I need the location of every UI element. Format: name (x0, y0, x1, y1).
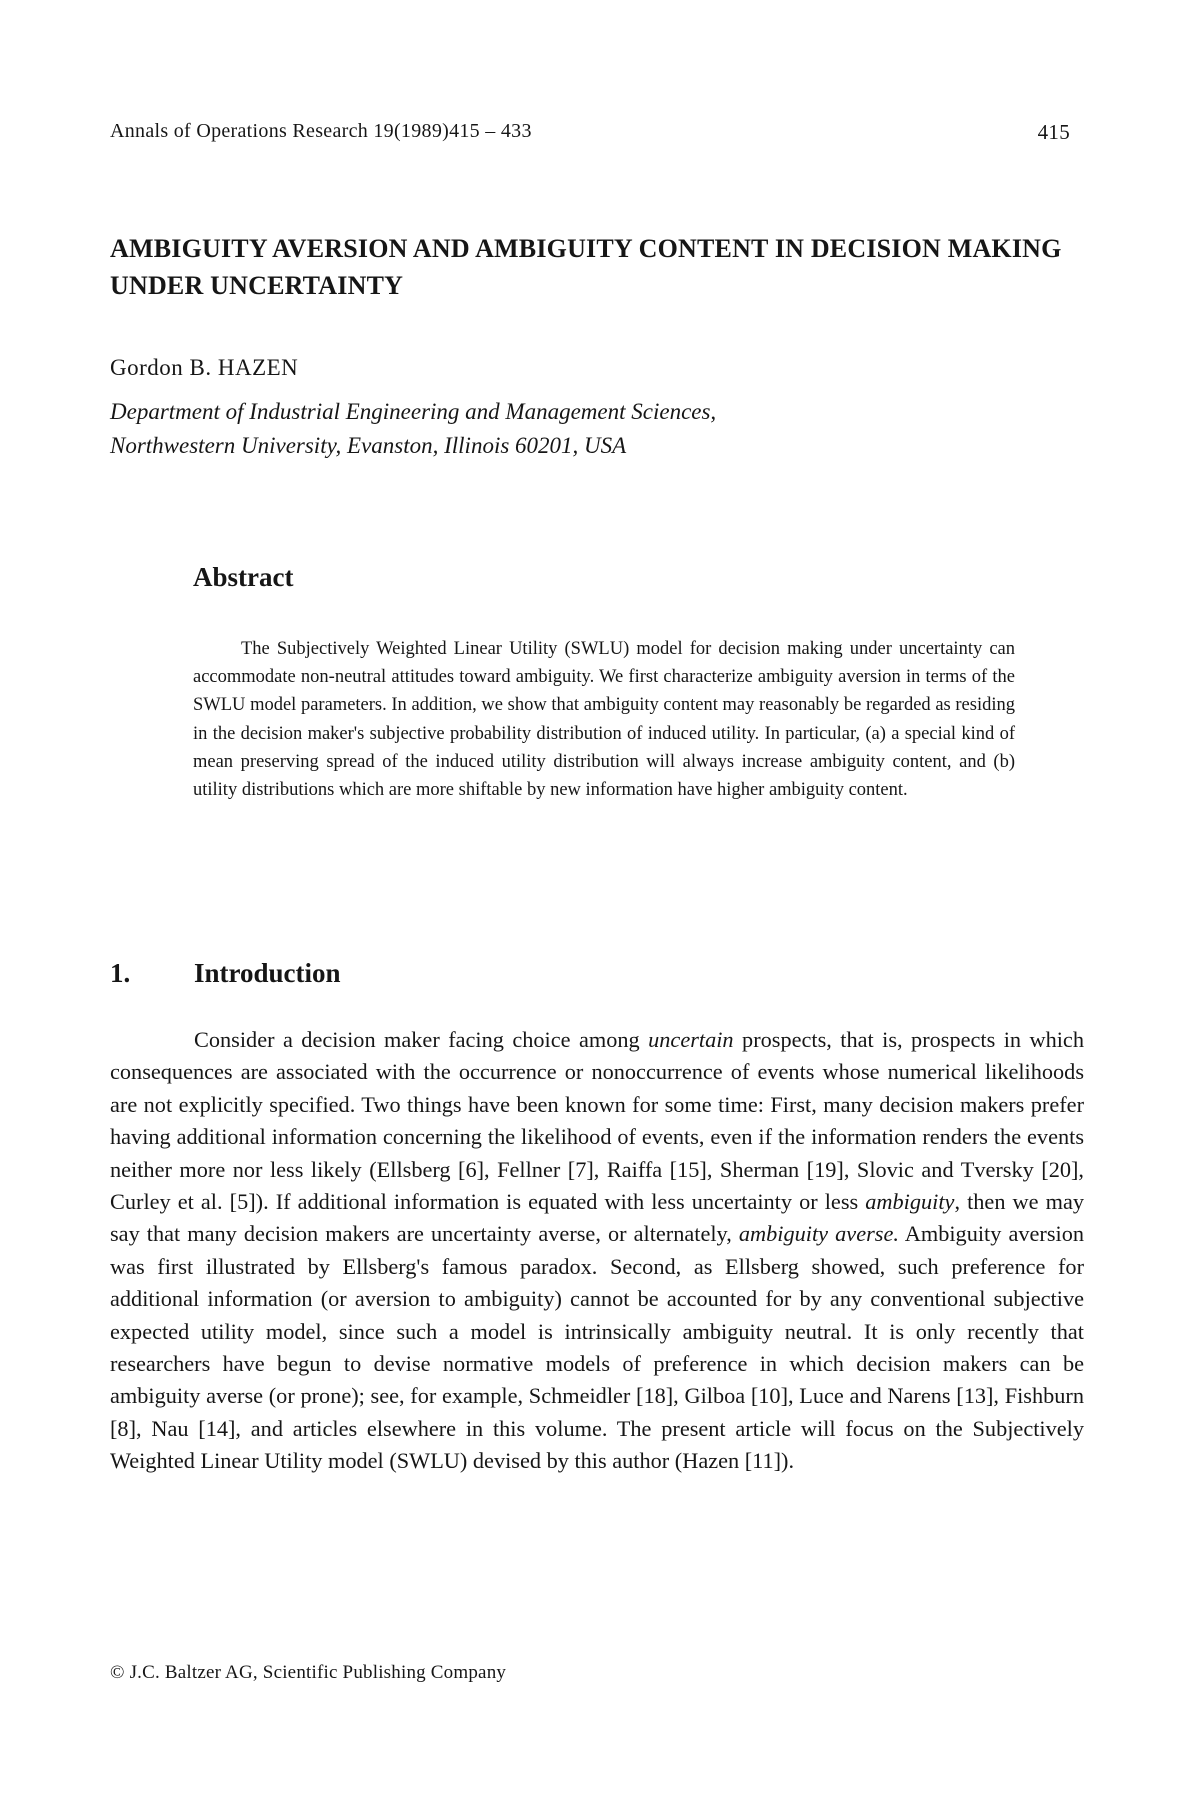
running-head (110, 120, 1070, 143)
section-title: Introduction (194, 958, 341, 988)
section-number: 1. (110, 958, 131, 988)
emphasis-ambiguity: ambiguity (865, 1189, 955, 1215)
author-name: Gordon B. HAZEN (110, 355, 299, 380)
paper-title: AMBIGUITY AVERSION AND AMBIGUITY CONTENT IN DECISION MAKING UNDER UNCERTAINTY (110, 234, 1062, 300)
affiliation-line-1: Department of Industrial Engineering and Management Sciences, (110, 399, 717, 424)
journal-citation: Annals of Operations Research 19(1989)415 – 433 (110, 120, 532, 142)
emphasis-ambiguity-averse: ambiguity averse. (738, 1221, 899, 1247)
introduction-paragraph (110, 1024, 1084, 1478)
intro-text-part-4: Ambiguity aversion was first illustrated by Ellsberg's famous paradox. Second, as Ellsberg showed, such preference for additional information (or aversion to ambiguity) cannot be accounted for by any conventional subjective expected utility model, since such a model is intrinsically ambiguity neutral. It is only recently that researchers have begun to devise normative models of preference in which decision makers can be ambiguity averse (or prone); see, for example, Schmeidler [18], Gilboa [10], Luce and Narens [13], Fishburn [8], Nau [14], and articles elsewhere in this volume. The present article will focus on the Subjectively Weighted Linear Utility model (SWLU) devised by this author (Hazen [11]). (110, 1221, 1084, 1474)
emphasis-uncertain: uncertain (648, 1027, 734, 1052)
intro-text-part-2: prospects, that is, prospects in which consequences are associated with the occurrence or nonoccurrence of events whose numerical likelihoods are not explicitly specified. Two things have been known for some time: First, many decision makers prefer having additional information concerning the likelihood of events, even if the information renders the events neither more nor less likely (Ellsberg [6], Fellner [7], Raiffa [15], Sherman [19], Slovic and Tversky [20], Curley et al. [5]). If additional information is equated with less uncertainty or less (110, 1027, 1084, 1215)
section-heading-introduction (110, 958, 341, 989)
intro-text-part-1: Consider a decision maker facing choice among (194, 1027, 649, 1052)
abstract-text: The Subjectively Weighted Linear Utility (SWLU) model for decision making under uncertainty can accommodate non-neutral attitudes toward ambiguity. We first characterize ambiguity aversion in terms of the SWLU model parameters. In addition, we show that ambiguity content may reasonably be regarded as residing in the decision maker's subjective probability distribution of induced utility. In particular, (a) a special kind of mean preserving spread of the induced utility distribution will always increase ambiguity content, and (b) utility distributions which are more shiftable by new information have higher ambiguity content. (193, 639, 1015, 801)
intro-text-part-3: , then we may say that many decision makers are uncertainty averse, or alternately, (110, 1189, 1084, 1247)
page-number: 415 (1037, 120, 1070, 144)
abstract-heading: Abstract (193, 562, 294, 592)
author-affiliation (110, 395, 1090, 463)
affiliation-line-2: Northwestern University, Evanston, Illinois 60201, USA (110, 433, 627, 458)
copyright-footer: © J.C. Baltzer AG, Scientific Publishing Company (110, 1662, 507, 1683)
